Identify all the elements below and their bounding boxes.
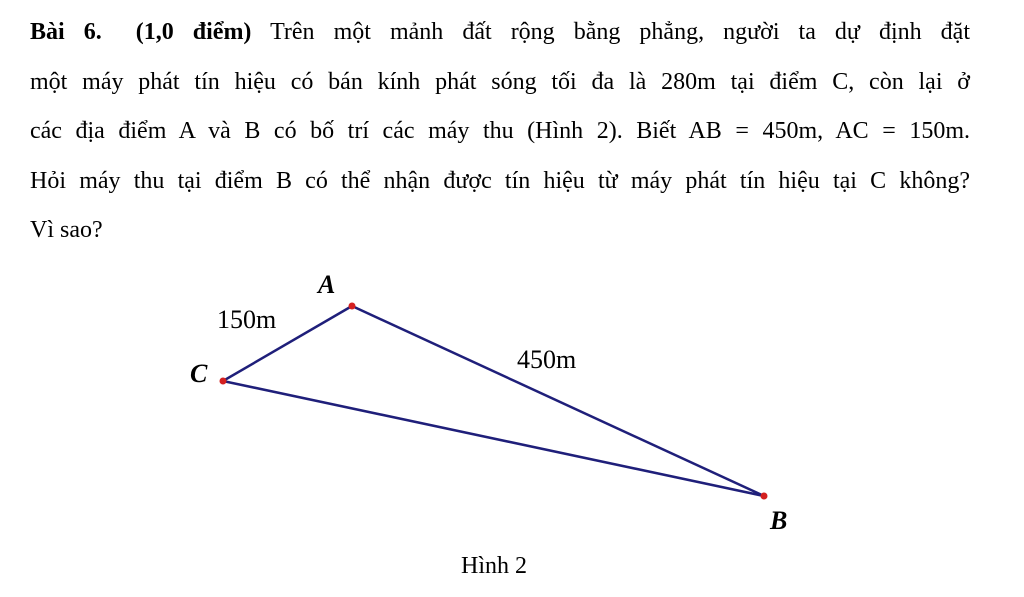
problem-line-3: các địa điểm A và B có bố trí các máy thu (Hình 2). Biết AB = 450m, AC = 150m. [30,118,970,144]
problem-line-2: một máy phát tín hiệu có bán kính phát sóng tối đa là 280m tại điểm C, còn lại ở [30,68,970,95]
length-ab-label: 450m [517,345,577,374]
figure-caption-text: Hình 2 [461,553,527,579]
problem-text-line-1: Trên một mảnh đất rộng bằng phẳng, người ta dự định đặt [270,19,970,45]
point-a-dot [349,303,356,310]
segment-ab [352,306,764,496]
point-c-label: C [190,359,208,388]
problem-points: (1,0 điểm) [135,19,252,45]
problem-line-5: Vì sao? [30,217,103,243]
length-ac-label: 150m [217,305,277,334]
point-b-dot [761,493,768,500]
problem-number: Bài 6. [30,19,102,45]
point-b-label: B [770,506,788,535]
point-c-dot [220,378,227,385]
problem-line-4: Hỏi máy thu tại điểm B có thể nhận được tín hiệu từ máy phát tín hiệu tại C không? [30,167,970,194]
segment-cb [223,381,764,496]
figure-caption [0,553,1024,580]
point-a-label: A [318,270,336,299]
